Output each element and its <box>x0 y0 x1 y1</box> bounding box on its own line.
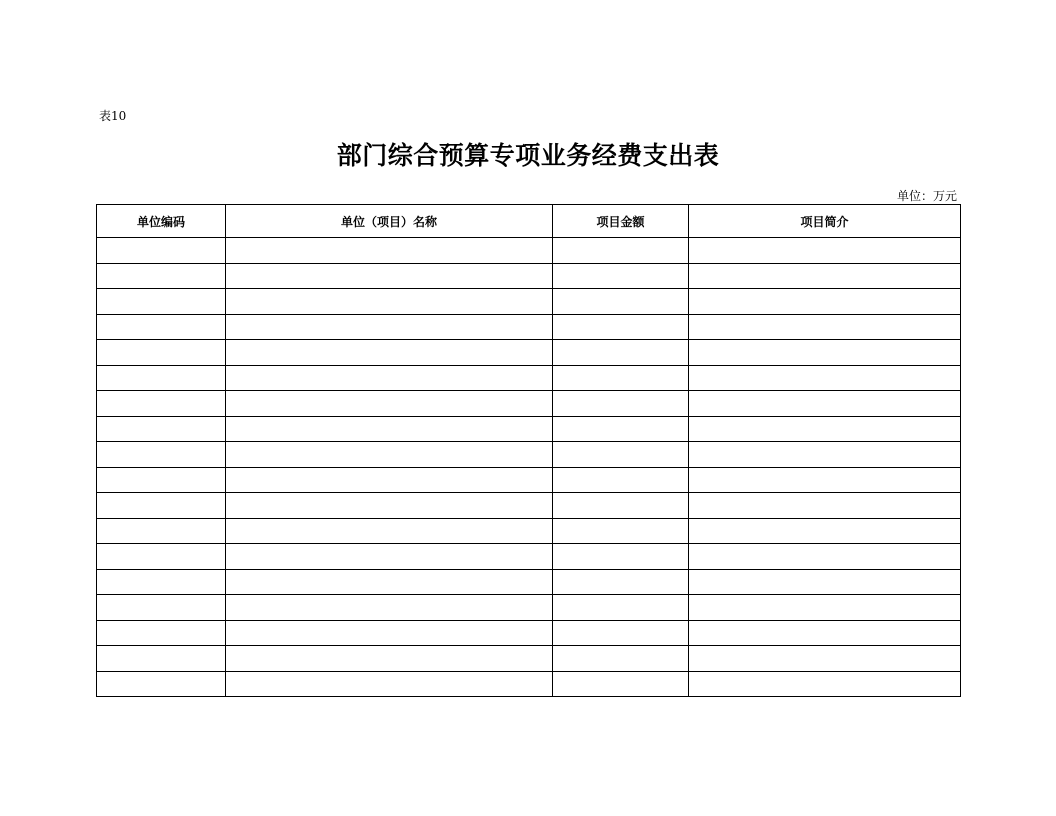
table-row <box>97 646 961 672</box>
project-description-cell <box>689 544 961 570</box>
unit-code-cell <box>97 238 226 264</box>
table-number: 表10 <box>99 109 127 123</box>
unit-code-cell <box>97 416 226 442</box>
project-description-cell <box>689 518 961 544</box>
project-amount-cell <box>553 620 689 646</box>
project-amount-cell <box>553 238 689 264</box>
project-description-cell <box>689 442 961 468</box>
table-row <box>97 518 961 544</box>
project-amount-cell <box>553 340 689 366</box>
unit-project-name-cell <box>226 595 553 621</box>
project-amount-cell <box>553 595 689 621</box>
project-amount-cell <box>553 416 689 442</box>
unit-project-name-cell <box>226 365 553 391</box>
column-header-unit-project-name: 单位（项目）名称 <box>226 205 553 238</box>
project-amount-cell <box>553 391 689 417</box>
project-description-cell <box>689 289 961 315</box>
unit-project-name-cell <box>226 314 553 340</box>
project-description-cell <box>689 314 961 340</box>
project-amount-cell <box>553 493 689 519</box>
project-description-cell <box>689 391 961 417</box>
unit-code-cell <box>97 289 226 315</box>
unit-project-name-cell <box>226 416 553 442</box>
unit-project-name-cell <box>226 289 553 315</box>
column-header-project-description: 项目简介 <box>689 205 961 238</box>
unit-code-cell <box>97 544 226 570</box>
table-row <box>97 314 961 340</box>
unit-code-cell <box>97 493 226 519</box>
table-row <box>97 391 961 417</box>
table-row <box>97 620 961 646</box>
unit-label: 单位：万元 <box>896 189 957 203</box>
table-row <box>97 671 961 697</box>
unit-project-name-cell <box>226 671 553 697</box>
project-description-cell <box>689 620 961 646</box>
project-description-cell <box>689 467 961 493</box>
unit-code-cell <box>97 620 226 646</box>
project-amount-cell <box>553 467 689 493</box>
table-row <box>97 569 961 595</box>
table-row <box>97 595 961 621</box>
table-row <box>97 442 961 468</box>
project-amount-cell <box>553 569 689 595</box>
unit-project-name-cell <box>226 493 553 519</box>
unit-code-cell <box>97 365 226 391</box>
table-row <box>97 493 961 519</box>
project-description-cell <box>689 569 961 595</box>
project-description-cell <box>689 238 961 264</box>
table-row <box>97 416 961 442</box>
project-amount-cell <box>553 263 689 289</box>
unit-project-name-cell <box>226 442 553 468</box>
project-amount-cell <box>553 365 689 391</box>
unit-code-cell <box>97 467 226 493</box>
table-row <box>97 263 961 289</box>
project-amount-cell <box>553 671 689 697</box>
unit-code-cell <box>97 518 226 544</box>
project-description-cell <box>689 416 961 442</box>
unit-code-cell <box>97 671 226 697</box>
project-amount-cell <box>553 518 689 544</box>
unit-project-name-cell <box>226 620 553 646</box>
project-amount-cell <box>553 314 689 340</box>
unit-project-name-cell <box>226 340 553 366</box>
project-description-cell <box>689 646 961 672</box>
project-description-cell <box>689 263 961 289</box>
unit-code-cell <box>97 340 226 366</box>
unit-project-name-cell <box>226 518 553 544</box>
table-row <box>97 340 961 366</box>
project-description-cell <box>689 671 961 697</box>
unit-project-name-cell <box>226 646 553 672</box>
unit-code-cell <box>97 569 226 595</box>
project-description-cell <box>689 493 961 519</box>
unit-code-cell <box>97 314 226 340</box>
project-amount-cell <box>553 442 689 468</box>
page-title: 部门综合预算专项业务经费支出表 <box>336 141 720 170</box>
unit-project-name-cell <box>226 238 553 264</box>
project-description-cell <box>689 340 961 366</box>
unit-project-name-cell <box>226 263 553 289</box>
table-body <box>97 238 961 697</box>
table-row <box>97 365 961 391</box>
budget-expenditure-table <box>96 204 961 697</box>
table-header-row <box>97 205 961 238</box>
unit-code-cell <box>97 442 226 468</box>
unit-project-name-cell <box>226 569 553 595</box>
project-amount-cell <box>553 646 689 672</box>
unit-code-cell <box>97 595 226 621</box>
table-row <box>97 467 961 493</box>
project-amount-cell <box>553 289 689 315</box>
unit-project-name-cell <box>226 467 553 493</box>
project-description-cell <box>689 595 961 621</box>
project-amount-cell <box>553 544 689 570</box>
unit-code-cell <box>97 263 226 289</box>
column-header-project-amount: 项目金额 <box>553 205 689 238</box>
table-row <box>97 544 961 570</box>
column-header-unit-code: 单位编码 <box>97 205 226 238</box>
table-row <box>97 289 961 315</box>
unit-code-cell <box>97 391 226 417</box>
unit-project-name-cell <box>226 391 553 417</box>
unit-project-name-cell <box>226 544 553 570</box>
project-description-cell <box>689 365 961 391</box>
table-row <box>97 238 961 264</box>
unit-code-cell <box>97 646 226 672</box>
